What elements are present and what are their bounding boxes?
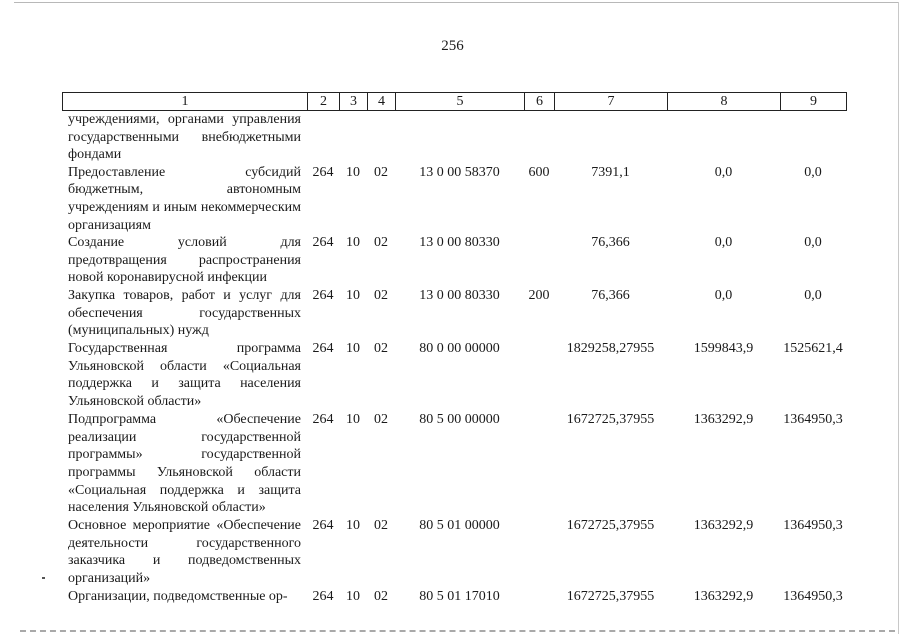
cell-c3: 10 — [346, 235, 360, 251]
table-row — [62, 234, 846, 287]
cell-c2: 264 — [312, 235, 334, 251]
row-name: учреждениями, органами управления государственными внебюджетными фондами — [68, 112, 301, 163]
budget-table — [62, 111, 846, 606]
cell-c4 — [367, 111, 395, 164]
cell-c7 — [554, 111, 667, 164]
cell-c2: 264 — [312, 412, 334, 428]
cell-c5: 80 5 01 00000 — [419, 518, 500, 534]
cell-c3 — [339, 111, 367, 164]
cell-c7: 1672725,37955 — [566, 588, 655, 604]
cell-c2: 264 — [312, 341, 334, 357]
cell-c2: 264 — [312, 164, 334, 180]
row-name: Предоставление субсидий бюджетным, автономным учреждениям и иным некоммерческим организациям — [68, 164, 301, 233]
scan-speck — [42, 577, 45, 579]
cell-c9 — [780, 111, 846, 164]
cell-c3: 10 — [346, 288, 360, 304]
cell-c8: 0,0 — [714, 235, 733, 251]
header-cell: 5 — [396, 93, 525, 111]
table-row — [62, 164, 846, 234]
cell-c7: 1672725,37955 — [566, 518, 655, 534]
header-cell: 1 — [63, 93, 308, 111]
cell-c4: 02 — [374, 164, 388, 180]
row-name: Подпрограмма «Обеспечение реализации государственной программы» государственной программы Ульяновской области «Социальная поддержка и защита населения Ульяновской области» — [68, 412, 301, 516]
cell-c5: 80 5 00 00000 — [419, 412, 500, 428]
cell-c2: 264 — [312, 518, 334, 534]
cell-c3: 10 — [346, 412, 360, 428]
cell-c7: 76,366 — [591, 288, 630, 304]
cell-c6 — [524, 517, 554, 587]
page-number: 256 — [441, 38, 464, 54]
row-name: Государственная программа Ульяновской области «Социальная поддержка и защита населения Ульяновской области» — [68, 341, 301, 409]
cell-c9: 1364950,3 — [783, 518, 843, 534]
scan-border-bottom — [20, 630, 895, 632]
cell-c6 — [524, 588, 554, 606]
cell-c8: 0,0 — [714, 288, 733, 304]
cell-c8: 1363292,9 — [693, 518, 754, 534]
header-cell: 4 — [368, 93, 396, 111]
cell-c2 — [307, 111, 339, 164]
cell-c7: 1672725,37955 — [566, 412, 655, 428]
scan-border-right — [898, 2, 899, 634]
row-name: Создание условий для предотвращения распространения новой коронавирусной инфекции — [68, 235, 301, 286]
scan-border-top — [14, 2, 899, 3]
cell-c8: 1599843,9 — [693, 341, 754, 357]
cell-c6 — [524, 111, 554, 164]
cell-c4: 02 — [374, 412, 388, 428]
table-row — [62, 111, 846, 164]
cell-c4: 02 — [374, 588, 388, 604]
cell-c8: 1363292,9 — [693, 588, 754, 604]
cell-c5: 80 0 00 00000 — [419, 341, 500, 357]
header-cell: 7 — [555, 93, 668, 111]
table-row — [62, 340, 846, 411]
cell-c7: 1829258,27955 — [566, 341, 655, 357]
header-cell: 9 — [781, 93, 847, 111]
cell-c3: 10 — [346, 588, 360, 604]
cell-c3: 10 — [346, 341, 360, 357]
header-cell: 3 — [340, 93, 368, 111]
header-cell: 8 — [668, 93, 781, 111]
row-name: Основное мероприятие «Обеспечение деятельности государственного заказчика и подведомственных организаций» — [68, 518, 301, 586]
cell-c6 — [524, 411, 554, 517]
row-name: Закупка товаров, работ и услуг для обеспечения государственных (муниципальных) нужд — [68, 288, 301, 339]
cell-c5: 13 0 00 80330 — [419, 235, 500, 251]
cell-c5 — [395, 111, 524, 164]
header-cell: 6 — [525, 93, 555, 111]
cell-c6 — [524, 234, 554, 287]
table-row — [62, 517, 846, 587]
table-row — [62, 287, 846, 340]
cell-c9: 1364950,3 — [783, 588, 843, 604]
cell-c9: 1525621,4 — [783, 341, 843, 357]
cell-c5: 13 0 00 58370 — [419, 164, 500, 180]
table-header — [62, 92, 847, 111]
table-row — [62, 588, 846, 606]
cell-c9: 0,0 — [804, 288, 822, 304]
cell-c7: 76,366 — [591, 235, 630, 251]
cell-c4: 02 — [374, 235, 388, 251]
header-cell: 2 — [308, 93, 340, 111]
cell-c9: 0,0 — [804, 235, 822, 251]
cell-c2: 264 — [312, 588, 334, 604]
cell-c6 — [524, 340, 554, 411]
cell-c4: 02 — [374, 518, 388, 534]
cell-c6: 600 — [528, 164, 550, 180]
cell-c9: 1364950,3 — [783, 412, 843, 428]
cell-c2: 264 — [312, 288, 334, 304]
cell-c7: 7391,1 — [591, 164, 630, 180]
cell-c3: 10 — [346, 518, 360, 534]
cell-c4: 02 — [374, 341, 388, 357]
cell-c8: 0,0 — [714, 164, 733, 180]
row-name: Организации, подведомственные ор- — [68, 588, 288, 604]
cell-c6: 200 — [528, 288, 550, 304]
cell-c5: 80 5 01 17010 — [419, 588, 500, 604]
cell-c8 — [667, 111, 780, 164]
cell-c5: 13 0 00 80330 — [419, 288, 500, 304]
cell-c8: 1363292,9 — [693, 412, 754, 428]
cell-c9: 0,0 — [804, 164, 822, 180]
cell-c3: 10 — [346, 164, 360, 180]
table-row — [62, 411, 846, 517]
cell-c4: 02 — [374, 288, 388, 304]
